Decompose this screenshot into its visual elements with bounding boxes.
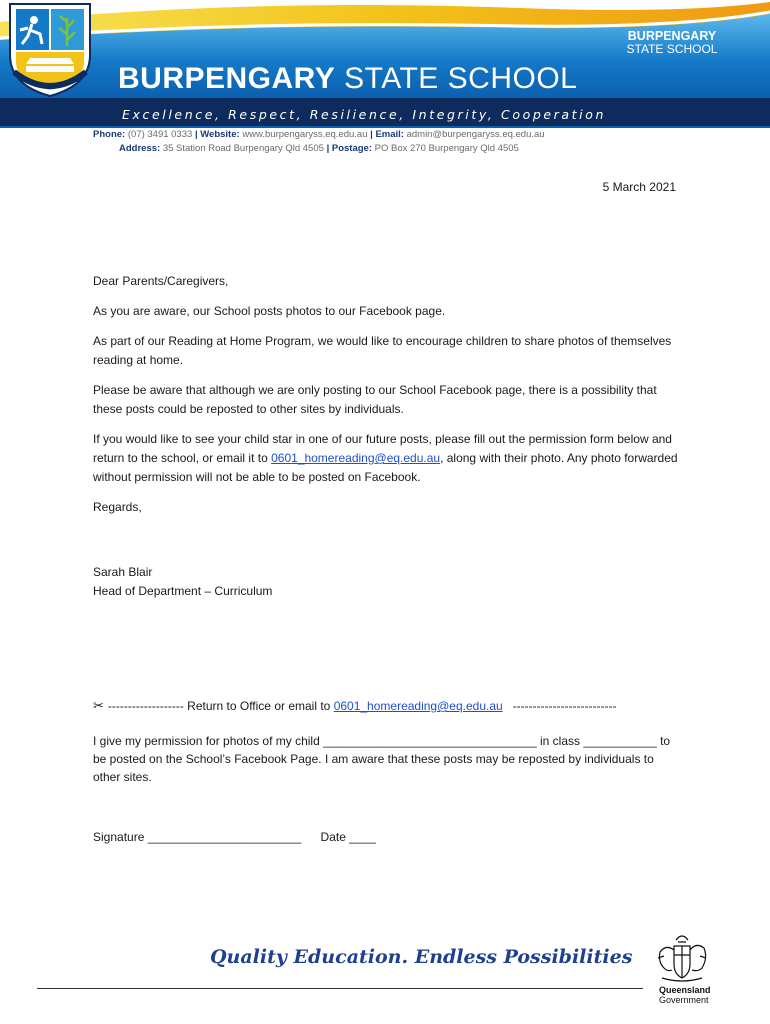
homereading-email-link[interactable]: 0601_homereading@eq.edu.au — [271, 451, 441, 465]
address-label: Address: — [119, 143, 161, 154]
scissors-icon: ✂ — [93, 698, 104, 713]
postage-label: Postage: — [331, 143, 372, 154]
school-name-bold: BURPENGARY — [118, 62, 336, 95]
website-value[interactable]: www.burpengaryss.eq.edu.au — [242, 129, 368, 140]
qld-line1: Queensland — [659, 985, 711, 995]
signature-block — [93, 563, 272, 601]
school-name-rest: STATE SCHOOL — [344, 62, 578, 95]
salutation: Dear Parents/Caregivers, — [93, 274, 229, 288]
phone-label: Phone: — [93, 129, 126, 140]
footer-divider — [37, 988, 643, 989]
signature-date-line — [93, 830, 376, 844]
footer-slogan: Quality Education. Endless Possibilities — [210, 946, 633, 968]
signer-name: Sarah Blair — [93, 565, 153, 579]
contact-row-1 — [93, 128, 545, 142]
qld-line2: Government — [659, 995, 709, 1005]
contact-row-2 — [93, 142, 545, 156]
letter-date: 5 March 2021 — [602, 180, 676, 194]
queensland-government-logo — [659, 985, 711, 1005]
paragraph-3: Please be aware that although we are only posting to our School Facebook page, there is a possibility that these posts could be reposted to other sites by individuals. — [93, 383, 657, 416]
signature-field: Signature _______________________ — [93, 830, 302, 844]
date-field: Date ____ — [320, 830, 376, 844]
paragraph-1: As you are aware, our School posts photos to our Facebook page. — [93, 304, 446, 318]
paragraph-4 — [93, 430, 683, 487]
cut-line-text: ------------------- Return to Office or email to — [107, 699, 334, 713]
separator: | — [194, 129, 198, 140]
signer-title: Head of Department – Curriculum — [93, 584, 273, 598]
postage-value: PO Box 270 Burpengary Qld 4505 — [374, 143, 519, 154]
address-value: 35 Station Road Burpengary Qld 4505 — [162, 143, 324, 154]
closing: Regards, — [93, 500, 142, 514]
website-label: Website: — [200, 129, 240, 140]
cut-line — [93, 698, 617, 714]
separator: | — [370, 129, 373, 140]
phone-value: (07) 3491 0333 — [127, 129, 193, 140]
permission-statement: I give my permission for photos of my child ________________________________ in class ___________ to be posted on the School’s Facebook Page. I am aware that these posts may be reposted by individuals to other sites. — [93, 734, 671, 784]
email-label: Email: — [375, 129, 404, 140]
crest-title-line1: BURPENGARY — [627, 29, 717, 43]
contact-details — [93, 128, 545, 156]
school-name — [118, 62, 577, 96]
paragraph-2: As part of our Reading at Home Program, we would like to encourage children to share photos of themselves reading at home. — [93, 334, 672, 367]
crest-title-line2: STATE SCHOOL — [626, 42, 718, 56]
email-value[interactable]: admin@burpengaryss.eq.edu.au — [406, 129, 545, 140]
crest-title — [622, 30, 722, 56]
cut-line-dashes: -------------------------- — [512, 699, 617, 713]
school-crest-icon — [0, 0, 100, 100]
paragraph-4-text-end: , along with their photo. Any photo forwarded without permission will not be able to be posted on Facebook. — [93, 451, 678, 484]
cut-line-email-link[interactable]: 0601_homereading@eq.edu.au — [333, 699, 503, 713]
paragraph-4-text: If you would like to see your child star in one of our future posts, please fill out the permission form below and return to the school, or email it to — [93, 432, 672, 465]
school-values: Excellence, Respect, Resilience, Integrity, Cooperation — [122, 107, 607, 122]
letterhead-banner — [0, 0, 770, 130]
separator: | — [326, 143, 330, 154]
letter-body — [93, 272, 683, 528]
queensland-coat-of-arms-icon — [652, 928, 712, 984]
